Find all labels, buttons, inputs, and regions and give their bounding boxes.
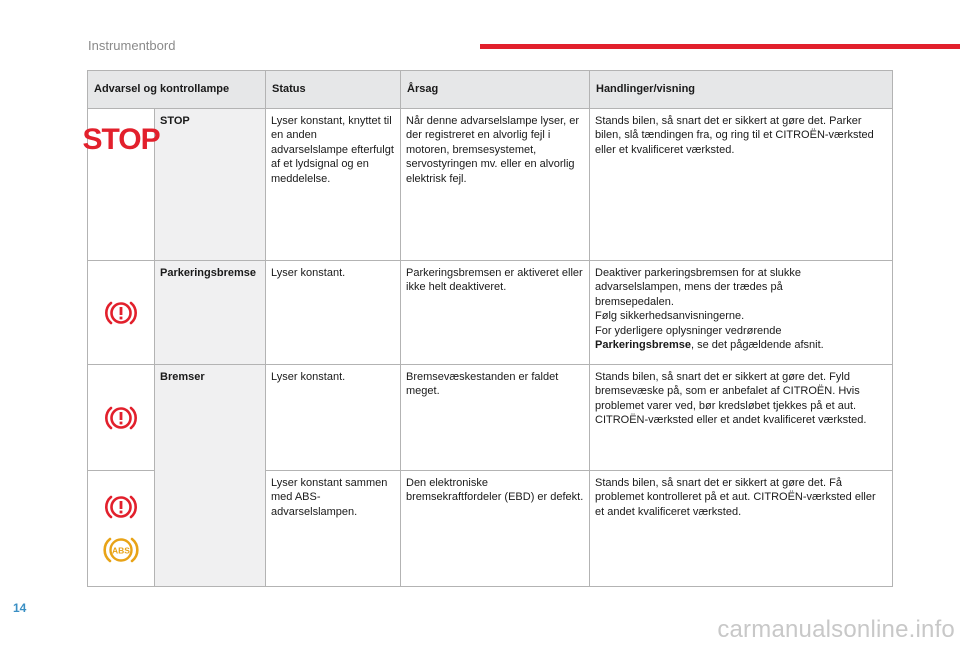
page-number: 14 [13, 601, 27, 615]
watermark: carmanualsonline.info [717, 616, 955, 643]
action-cell [590, 261, 893, 365]
col-header-status: Status [266, 71, 401, 109]
icon-cell [88, 365, 155, 471]
action-line: For yderligere oplysninger vedrørende [595, 324, 782, 337]
header-accent-bar [480, 44, 960, 49]
table-row [88, 261, 893, 365]
lamp-name: Parkeringsbremse [160, 267, 256, 279]
table-row [88, 365, 893, 471]
action-bold-term: Parkeringsbremse [595, 339, 691, 352]
status-cell: Lyser konstant, knyttet til en anden advarselslampe efterfulgt af et lydsignal og en meddelelse. [266, 109, 401, 261]
svg-text:ABS: ABS [112, 545, 130, 555]
lamp-name: Bremser [160, 371, 205, 383]
brake-warning-icon [104, 299, 138, 327]
cause-cell: Parkeringsbremsen er aktiveret eller ikke helt deaktiveret. [401, 261, 590, 365]
action-line: Deaktiver parkeringsbremsen for at slukke [595, 267, 802, 279]
cause-cell: Den elektroniske bremsekraftfordeler (EBD) er defekt. [401, 471, 590, 587]
status-cell: Lyser konstant sammen med ABS-advarselslampen. [266, 471, 401, 587]
action-line: bremsepedalen. [595, 295, 674, 308]
lamp-name-cell [155, 261, 266, 365]
col-header-lamp: Advarsel og kontrollampe [88, 71, 266, 109]
action-line: Følg sikkerhedsanvisningerne. [595, 310, 745, 323]
action-tail: , se det pågældende afsnit. [691, 339, 824, 352]
warning-lamp-table [82, 70, 893, 587]
lamp-name-cell [155, 365, 266, 587]
cause-cell: Når denne advarselslampe lyser, er der registreret en alvorlig fejl i motoren, bremsesystemet, servostyringen mv. eller en alvorlig elektrisk fejl. [401, 109, 590, 261]
action-cell: Stands bilen, så snart det er sikkert at gøre det. Få problemet kontrolleret på et aut. CITROËN-værksted eller et andet kvalificeret værksted. [590, 471, 893, 587]
svg-text:STOP: STOP [82, 123, 160, 156]
action-cell: Stands bilen, så snart det er sikkert at gøre det. Fyld bremsevæske på, som er anbefalet af CITROËN. Hvis problemet varer ved, bør kredsløbet tjekkes på et aut. CITROËN-værksted eller et andet kvalificeret værksted. [590, 365, 893, 471]
abs-icon [103, 535, 139, 565]
cause-cell: Bremsevæskestanden er faldet meget. [401, 365, 590, 471]
col-header-action: Handlinger/visning [590, 71, 893, 109]
lamp-name: STOP [160, 115, 190, 127]
table-row [88, 109, 893, 261]
lamp-name-cell [155, 109, 266, 261]
icon-cell [82, 109, 160, 261]
table-header-row [88, 71, 893, 109]
status-cell: Lyser konstant. [266, 365, 401, 471]
icon-cell [88, 471, 155, 587]
col-header-cause: Årsag [401, 71, 590, 109]
action-line: advarselslampen, mens der trædes på [595, 281, 783, 294]
brake-warning-icon [104, 493, 138, 521]
action-cell: Stands bilen, så snart det er sikkert at gøre det. Parker bilen, slå tændingen fra, og ring til et CITROËN-værksted eller et kvalificeret værksted. [590, 109, 893, 261]
section-title: Instrumentbord [88, 38, 176, 53]
stop-icon [82, 123, 160, 156]
brake-warning-icon [104, 404, 138, 432]
icon-cell [88, 261, 155, 365]
status-cell: Lyser konstant. [266, 261, 401, 365]
